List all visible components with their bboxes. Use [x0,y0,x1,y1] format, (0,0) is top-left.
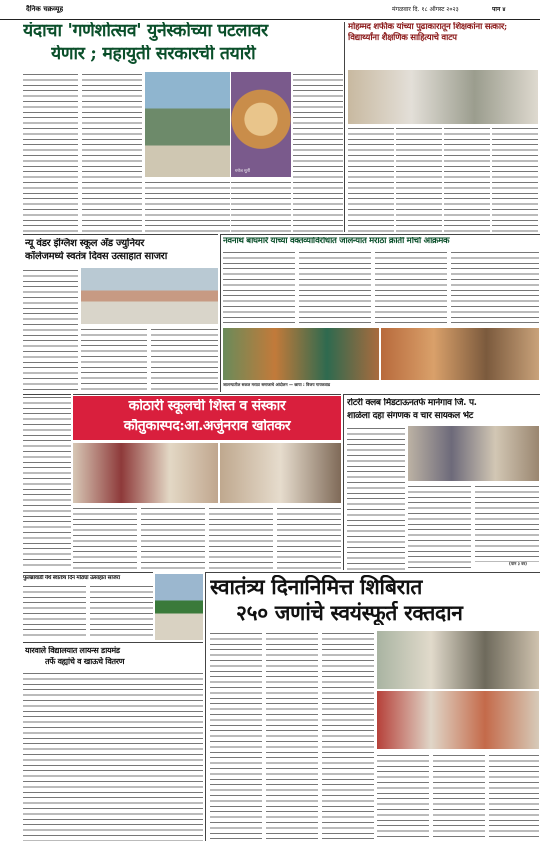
page-label: पान ४ [492,6,506,13]
article-text [23,671,203,841]
photo-phulambri-flag [155,574,203,640]
photo-protest-left [223,328,379,380]
article-text [475,484,539,562]
headline-ganeshotsav-line1: यंदाचा 'गणेशोत्सव' युनेस्कोच्या पटलावर [23,22,268,41]
story-shafiq-felicitation [344,22,540,232]
photo-donation-group [377,631,539,689]
headline-banner [73,396,341,440]
article-text [277,506,341,570]
article-text [81,327,147,392]
story-kothari-school [73,394,341,570]
article-text [433,753,485,841]
article-text [23,268,78,392]
photo-protest-right [381,328,539,380]
photo-kothari-students [220,443,341,503]
article-text [223,250,295,325]
masthead [0,0,540,20]
photo-caption [231,180,291,232]
article-text [396,126,442,232]
headline-blood-line2: २५० जणांचे स्वयंस्फूर्त रक्तदान [236,601,463,625]
story-phulambri [23,572,153,640]
article-text [151,327,218,392]
paper-name: दैनिक चक्रव्यूह [26,5,64,13]
headline-new-wonder-line1: न्यू वंडर इंग्लिश स्कूल अँड ज्युनियर [25,238,145,249]
article-text [23,584,86,640]
photo-felicitation [348,70,538,124]
headline-phulambri: फुलंब्रावाडी येथे स्वातंत्र्य दिन मोठ्या उत्साहात साजरा [23,575,120,581]
photo-school-assembly [81,268,218,324]
article-text [375,250,447,325]
article-text [23,72,78,232]
article-text [408,484,471,570]
headline-lions-line1: यारवाले विद्यालयात लायन्स डायमंड [25,646,120,655]
article-text [299,250,371,325]
headline-kothari-line2: कौतुकास्पद:आ.अर्जुनराव खोतकर [123,419,291,434]
story-lions-diamond [23,642,203,841]
date-line: मंगळवार दि. १८ ऑगस्ट २०२३ [392,6,459,13]
article-text [90,584,153,640]
story-new-wonder-school [23,234,218,392]
headline-new-wonder-line2: कॉलेजमध्ये स्वतंत्र दिवस उत्साहात साजरा [25,251,168,262]
article-text [209,506,273,570]
article-text [451,250,539,325]
article-text [347,426,405,570]
headline-ganeshotsav-line2: येणार ; महायुती सरकारची तयारी [51,45,256,64]
continued-label: (पान ३ वर) [509,561,527,566]
photo-ganesh-idol [231,72,291,177]
headline-shafiq: मोहम्मद शफीक यांच्या पुढाकारातून शिक्षकांना सत्कार; विद्यार्थ्यांना शैक्षणिक साहित्याचे वाटप [348,22,507,43]
article-text [489,753,539,841]
article-text [492,126,538,232]
headline-maratha: नवनाथ बाघमारे यांच्या वक्तव्याविरोधात जालन्यात मराठा क्रांती मोर्चा आक्रमक [223,237,450,246]
article-text [73,506,137,570]
photo-kothari-event [73,443,218,503]
headline-lions-line2: तर्फे वह्यांचे व खाऊचे वितरण [45,657,125,666]
story-maratha-morcha [220,234,540,392]
photo-rotary-computers [408,426,539,481]
photo-flags [145,72,230,177]
article-text [322,631,374,841]
headline-rotary-line1: रोटरी क्लब मिडटाऊनतर्फे मानेगाव जि. प. [347,398,477,408]
article-text [348,126,394,232]
article-text [444,126,490,232]
story-ganeshotsav [23,22,343,232]
article-text [141,506,205,570]
headline-blood-line1: स्वातंत्र्य दिनानिमित्त शिबिरात [210,575,423,599]
photo-caption [145,180,230,232]
article-text [82,72,142,232]
article-text [266,631,318,841]
article-text [377,753,429,841]
photo-label: गणेश मूर्ती [235,168,250,173]
story-rotary-club [343,394,540,570]
photo-donation-beds [377,691,539,749]
article-text [293,72,343,232]
headline-kothari-line1: कोठारी स्कूलची शिस्त व संस्कार [128,399,286,414]
headline-rotary-line2: शाळेला दहा संगणक व चार सायकल भेट [347,411,474,421]
story-blood-donation [205,572,540,841]
photo-caption: जालन्यातील सकल मराठा समाजाचे आंदोलन — छाया : विजय गायकवाड [223,382,331,387]
article-text [210,631,262,841]
article-text [23,394,71,570]
